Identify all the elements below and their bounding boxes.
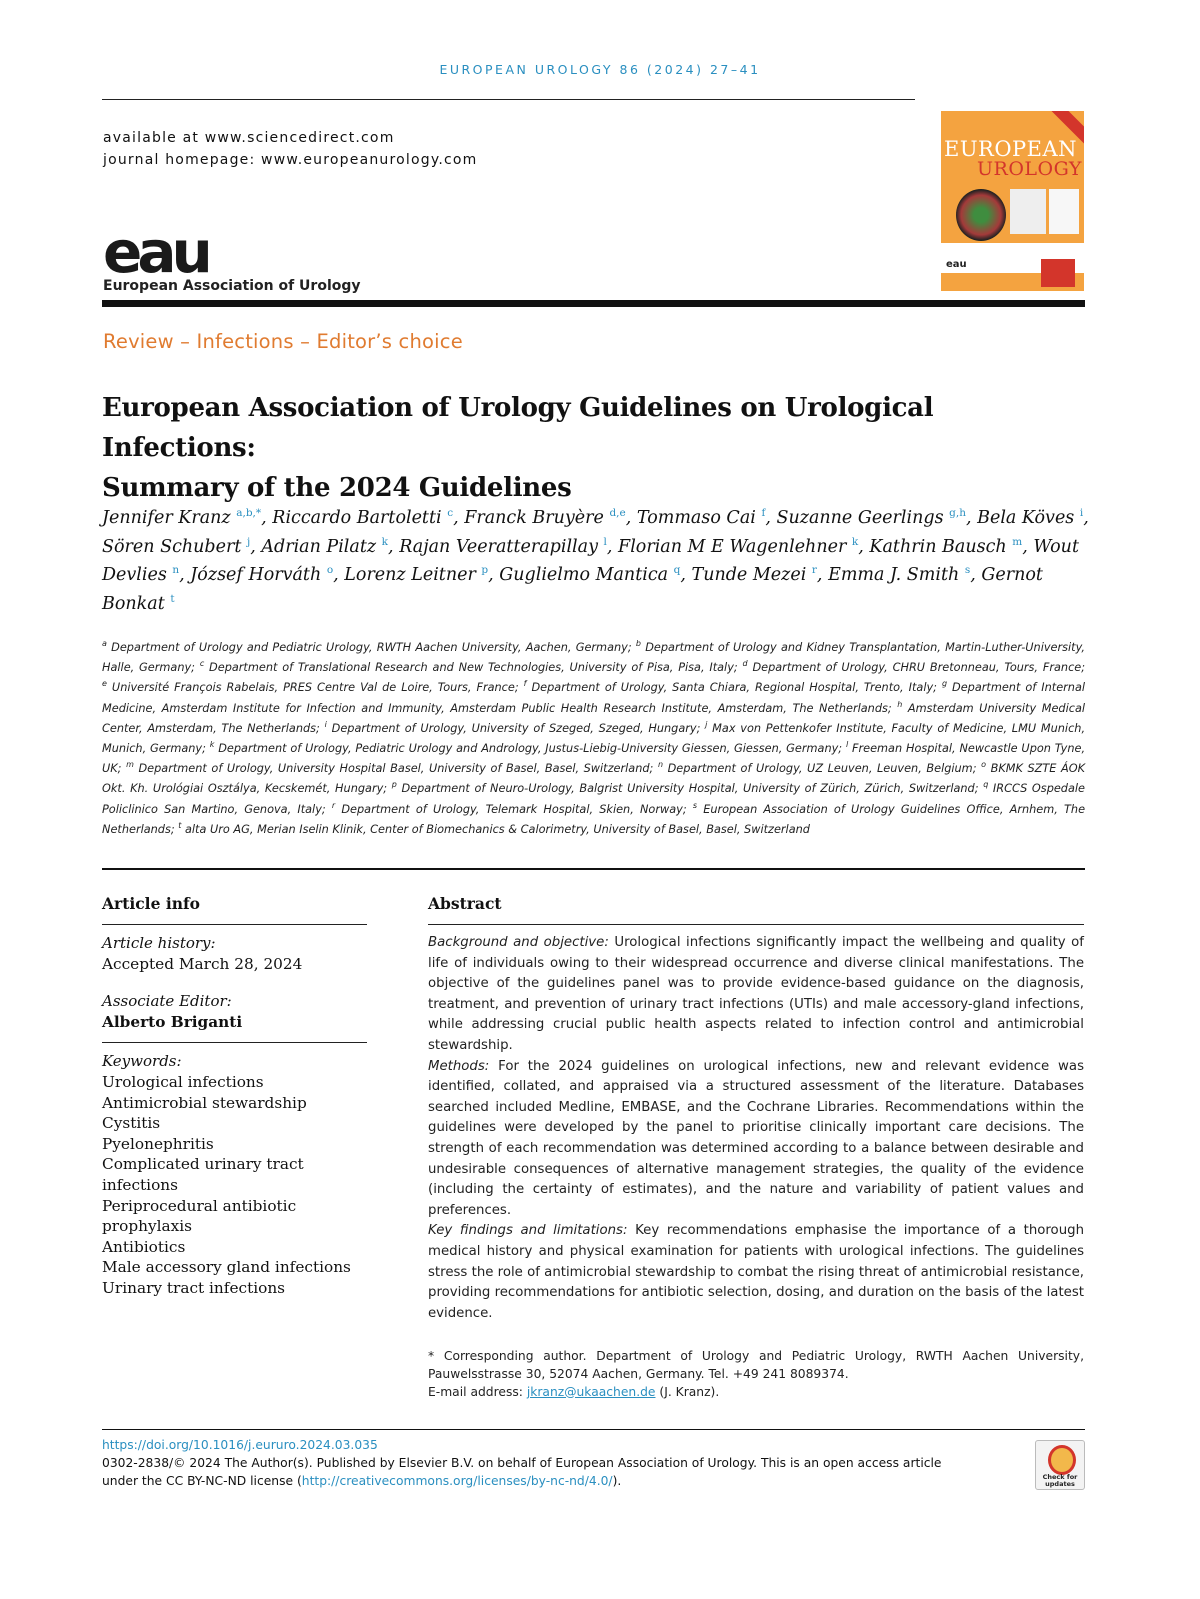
- affiliation-text: Department of Translational Research and New Technologies, University of Pisa, Pisa, Italy;: [209, 661, 738, 675]
- affiliation-marker: g: [941, 679, 948, 689]
- author-name[interactable]: Bela Köves: [977, 508, 1075, 528]
- author-name[interactable]: Wout Devlies: [102, 536, 1079, 585]
- author-affiliation-marker[interactable]: a,b,*: [236, 507, 262, 520]
- author-separator: ,: [816, 565, 829, 585]
- affiliation-marker: b: [635, 639, 641, 649]
- availability-block: [103, 127, 478, 171]
- affiliation-marker: i: [324, 720, 327, 730]
- author-separator: ,: [1083, 508, 1089, 528]
- author-affiliation-marker[interactable]: k: [381, 535, 389, 548]
- corresponding-author-text: * Corresponding author. Department of Urology and Pediatric Urology, RWTH Aachen University, Pauwelsstrasse 30, 52074 Aachen, Germany. Tel. +49 241 8089374.: [428, 1349, 1084, 1381]
- affiliation-marker: d: [742, 659, 748, 669]
- editor-value: Alberto Briganti: [102, 1013, 243, 1031]
- abstract-column: [428, 892, 1084, 1324]
- affiliation-marker: r: [331, 800, 336, 810]
- author-name[interactable]: Jennifer Kranz: [102, 508, 231, 528]
- affiliation-text: BKMK SZTE ÁOK Okt. Kh. Urológiai Osztálya, Kecskemét, Hungary;: [102, 762, 1086, 796]
- journal-header: EUROPEAN UROLOGY 86 (2024) 27–41: [439, 62, 761, 77]
- author-affiliation-marker[interactable]: l: [603, 535, 607, 548]
- keyword-item: Pyelonephritis: [102, 1134, 214, 1153]
- license-prefix: under the CC BY-NC-ND license (: [102, 1473, 302, 1488]
- email-suffix: (J. Kranz).: [659, 1384, 720, 1399]
- keywords-rule: [102, 1042, 367, 1043]
- author-name[interactable]: Riccardo Bartoletti: [272, 508, 442, 528]
- abstract-heading: Abstract: [428, 894, 502, 913]
- title-line-1: European Association of Urology Guidelines on Urological Infections:: [102, 393, 934, 463]
- affiliation-marker: f: [523, 679, 527, 689]
- check-updates-icon: [1048, 1445, 1076, 1475]
- author-separator: ,: [625, 508, 637, 528]
- copyright-line: 0302-2838/© 2024 The Author(s). Published by Elsevier B.V. on behalf of European Association of Urology. This is an open access article: [102, 1455, 942, 1470]
- author-name[interactable]: Gernot Bonkat: [102, 565, 1043, 614]
- cover-logo: eau: [946, 259, 967, 270]
- author-affiliation-marker[interactable]: t: [170, 592, 175, 605]
- abstract-findings: [428, 1221, 1084, 1324]
- affiliation-text: Department of Urology, Santa Chiara, Regional Hospital, Trento, Italy;: [531, 681, 937, 695]
- affiliation-marker: c: [199, 659, 205, 669]
- affiliation-text: Department of Urology, University Hospital Basel, University of Basel, Basel, Switzerland;: [138, 762, 654, 776]
- background-label: Background and objective:: [428, 935, 609, 950]
- affiliation-text: Max von Pettenkofer Institute, Faculty of Medicine, LMU Munich, Munich, Germany;: [102, 721, 1086, 756]
- affiliation-marker: m: [126, 760, 134, 770]
- author-affiliation-marker[interactable]: n: [172, 564, 180, 577]
- author-separator: ,: [680, 565, 692, 585]
- license-line: [102, 1473, 1012, 1491]
- affiliation-text: Department of Neuro-Urology, Balgrist University Hospital, University of Zürich, Zürich, Switzerland;: [401, 782, 979, 796]
- author-name[interactable]: Lorenz Leitner: [344, 565, 476, 585]
- keyword-item: Cystitis: [102, 1114, 161, 1133]
- editor-label: Associate Editor:: [102, 992, 232, 1010]
- affiliation-text: Department of Urology and Kidney Transplantation, Martin-Luther-University, Halle, Germany;: [102, 641, 1085, 675]
- affiliation-text: Freeman Hospital, Newcastle Upon Tyne, UK;: [102, 742, 1086, 776]
- history-label: Article history:: [102, 934, 216, 952]
- methods-label: Methods:: [428, 1058, 490, 1074]
- affiliation-text: alta Uro AG, Merian Iselin Klinik, Center of Biomechanics & Calorimetry, University of Basel, Basel, Switzerland: [185, 822, 810, 836]
- abstract-body: [428, 933, 1084, 1324]
- author-affiliation-marker[interactable]: q: [673, 564, 681, 577]
- affiliation-text: Department of Internal Medicine, Amsterdam Institute for Infection and Immunity, Amsterdam Public Health Research Institute, Amsterdam, The Netherlands;: [102, 681, 1086, 715]
- keywords-list: [102, 1072, 367, 1299]
- author-affiliation-marker[interactable]: k: [851, 535, 859, 548]
- affiliation-text: Department of Urology, Telemark Hospital, Skien, Norway;: [341, 802, 687, 816]
- affiliation-marker: s: [692, 800, 697, 810]
- author-affiliation-marker[interactable]: m: [1012, 535, 1023, 548]
- affiliation-marker: t: [178, 821, 182, 831]
- section-rule: [102, 868, 1085, 870]
- author-affiliation-marker[interactable]: g,h: [949, 507, 966, 520]
- author-name[interactable]: Suzanne Geerlings: [776, 508, 944, 528]
- author-name[interactable]: József Horváth: [190, 565, 322, 585]
- footer-rule: [102, 1429, 1085, 1430]
- affiliation-text: Department of Urology, University of Szeged, Szeged, Hungary;: [331, 721, 701, 735]
- article-title: [102, 388, 1092, 508]
- author-separator: ,: [858, 536, 870, 557]
- author-name[interactable]: Kathrin Bausch: [869, 536, 1007, 557]
- affiliation-text: Department of Urology, CHRU Bretonneau, Tours, France;: [752, 661, 1086, 675]
- author-affiliation-marker[interactable]: f: [761, 507, 766, 520]
- author-affiliation-marker[interactable]: s: [964, 564, 971, 577]
- keyword-item: Urinary tract infections: [102, 1278, 286, 1297]
- author-separator: ,: [388, 536, 400, 557]
- abstract-rule: [428, 924, 1084, 925]
- cover-figure-1: [956, 189, 1006, 241]
- background-text: Urological infections significantly impact the wellbeing and quality of life of individuals owing to their widespread occurrence and diverse clinical manifestations. The objective of the guidelines panel was to provide evidence-based guidance on the diagnosis, treatment, and prevention of urinary tract infections (UTIs) and male accessory-gland infections, while addressing crucial public health aspects related to infection control and antimicrobial stewardship.: [428, 935, 1084, 1053]
- homepage-line[interactable]: journal homepage: www.europeanurology.com: [103, 152, 478, 168]
- affiliations: [102, 638, 1085, 840]
- affiliation-text: IRCCS Ospedale Policlinico San Martino, Genova, Italy;: [102, 782, 1085, 816]
- affiliation-marker: n: [657, 760, 664, 770]
- author-name[interactable]: Florian M E Wagenlehner: [618, 536, 847, 557]
- license-suffix: ).: [612, 1473, 622, 1488]
- affiliation-marker: p: [391, 780, 397, 790]
- author-separator: ,: [970, 565, 982, 585]
- thick-rule: [102, 300, 1085, 307]
- eau-logo-mark: eau: [103, 218, 208, 286]
- abstract-background: [428, 933, 1084, 1057]
- keywords-label: Keywords:: [102, 1052, 182, 1070]
- affiliation-marker: j: [705, 720, 708, 730]
- abstract-methods: [428, 1057, 1084, 1222]
- journal-cover-image[interactable]: [941, 111, 1084, 291]
- author-name[interactable]: Franck Bruyère: [464, 508, 604, 528]
- affiliation-marker: q: [983, 780, 989, 790]
- author-list: [102, 504, 1092, 618]
- author-name[interactable]: Tommaso Cai: [636, 508, 756, 528]
- top-rule: [102, 99, 915, 100]
- email-label: E-mail address:: [428, 1384, 523, 1399]
- keyword-item: Antibiotics: [102, 1237, 186, 1256]
- findings-text: Key recommendations emphasise the importance of a thorough medical history and physical examination for patients with urological infections. The guidelines stress the role of antimicrobial stewardship to combat the rising threat of antimicrobial resistance, providing recommendations for antibiotic selection, dosing, and duration on the basis of the latest evidence.: [428, 1223, 1084, 1321]
- affiliation-text: Amsterdam University Medical Center, Amsterdam, The Netherlands;: [102, 701, 1086, 735]
- methods-text: For the 2024 guidelines on urological infections, new and relevant evidence was identified, collated, and appraised via a structured assessment of the literature. Databases searched included Medline, EMBASE, and the Cochrane Libraries. Recommendations within the guidelines were developed by the panel to prioritise clinically important care decisions. The strength of each recommendation was determined according to a balance between desirable and undesirable consequences of alternative management strategies, the quality of the evidence (including the certainty of estimates), and the nature and variability of patient values and preferences.: [428, 1058, 1084, 1218]
- email-link[interactable]: jkranz@ukaachen.de: [526, 1384, 656, 1399]
- article-info-column: [102, 892, 367, 1299]
- affiliation-marker: l: [845, 740, 849, 750]
- author-affiliation-marker[interactable]: d,e: [609, 507, 626, 520]
- author-name[interactable]: Guglielmo Mantica: [499, 565, 669, 585]
- affiliation-text: Université François Rabelais, PRES Centre Val de Loire, Tours, France;: [111, 681, 519, 695]
- author-separator: ,: [333, 565, 345, 585]
- affiliation-text: Department of Urology and Pediatric Urology, RWTH Aachen University, Aachen, Germany;: [111, 641, 632, 654]
- author-name[interactable]: Adrian Pilatz: [261, 536, 377, 557]
- keyword-item: Complicated urinary tract: [102, 1155, 304, 1174]
- article-info-rule: [102, 924, 367, 925]
- author-affiliation-marker[interactable]: j: [246, 535, 251, 548]
- affiliation-text: Department of Urology, Pediatric Urology and Andrology, Justus-Liebig-University Giessen, Giessen, Germany;: [218, 742, 843, 756]
- author-name[interactable]: Sören Schubert: [102, 536, 242, 557]
- eau-logo: [103, 218, 361, 294]
- affiliation-text: European Association of Urology Guidelines Office, Arnhem, The Netherlands;: [102, 802, 1086, 836]
- title-line-2: Summary of the 2024 Guidelines: [102, 473, 572, 503]
- author-affiliation-marker[interactable]: c: [447, 507, 454, 520]
- findings-label: Key findings and limitations:: [428, 1223, 628, 1239]
- author-separator: ,: [765, 508, 777, 528]
- keyword-item: Periprocedural antibiotic: [102, 1196, 297, 1215]
- author-separator: ,: [261, 508, 273, 528]
- author-affiliation-marker[interactable]: i: [1079, 507, 1084, 520]
- email-line: [428, 1384, 1084, 1402]
- footer: [102, 1437, 1012, 1490]
- author-name[interactable]: Rajan Veeratterapillay: [399, 536, 598, 557]
- cover-figure-2: [1010, 189, 1046, 234]
- corresponding-author-note: [428, 1348, 1084, 1401]
- author-affiliation-marker[interactable]: r: [811, 564, 817, 577]
- author-affiliation-marker[interactable]: o: [326, 564, 334, 577]
- cover-title-line1: EUROPEAN: [944, 137, 1078, 161]
- check-for-updates-badge[interactable]: [1035, 1440, 1085, 1490]
- author-separator: ,: [1022, 536, 1034, 557]
- author-name[interactable]: Tunde Mezei: [691, 565, 807, 585]
- author-separator: ,: [453, 508, 465, 528]
- license-link[interactable]: http://creativecommons.org/licenses/by-nc-nd/4.0/: [301, 1473, 613, 1488]
- author-separator: ,: [250, 536, 262, 557]
- affiliation-marker: a: [102, 639, 107, 649]
- author-separator: ,: [488, 565, 500, 585]
- sciencedirect-line[interactable]: available at www.sciencedirect.com: [103, 130, 395, 146]
- keyword-item: Urological infections: [102, 1073, 264, 1091]
- author-separator: ,: [606, 536, 619, 557]
- check-updates-label: Check for updates: [1042, 1473, 1078, 1488]
- keyword-item: Antimicrobial stewardship: [102, 1093, 307, 1112]
- article-category: Review – Infections – Editor’s choice: [103, 330, 463, 353]
- author-affiliation-marker[interactable]: p: [481, 564, 489, 577]
- affiliation-marker: o: [981, 760, 986, 770]
- author-name[interactable]: Emma J. Smith: [828, 565, 960, 585]
- author-separator: ,: [179, 565, 191, 585]
- cover-badge: [1041, 259, 1075, 287]
- affiliation-marker: e: [102, 679, 107, 689]
- history-value: Accepted March 28, 2024: [102, 955, 303, 973]
- author-separator: ,: [965, 508, 978, 528]
- affiliation-marker: h: [897, 699, 903, 709]
- doi-link[interactable]: https://doi.org/10.1016/j.eururo.2024.03.035: [102, 1438, 378, 1452]
- keyword-item: prophylaxis: [102, 1217, 192, 1236]
- affiliation-marker: k: [209, 740, 215, 750]
- affiliation-text: Department of Urology, UZ Leuven, Leuven, Belgium;: [667, 762, 977, 776]
- article-info-heading: Article info: [102, 894, 200, 913]
- cover-figure-3: [1049, 189, 1079, 234]
- cover-title-line2: UROLOGY: [977, 158, 1082, 180]
- eau-logo-text: European Association of Urology: [103, 278, 361, 294]
- keyword-item: infections: [102, 1175, 178, 1194]
- keyword-item: Male accessory gland infections: [102, 1258, 351, 1277]
